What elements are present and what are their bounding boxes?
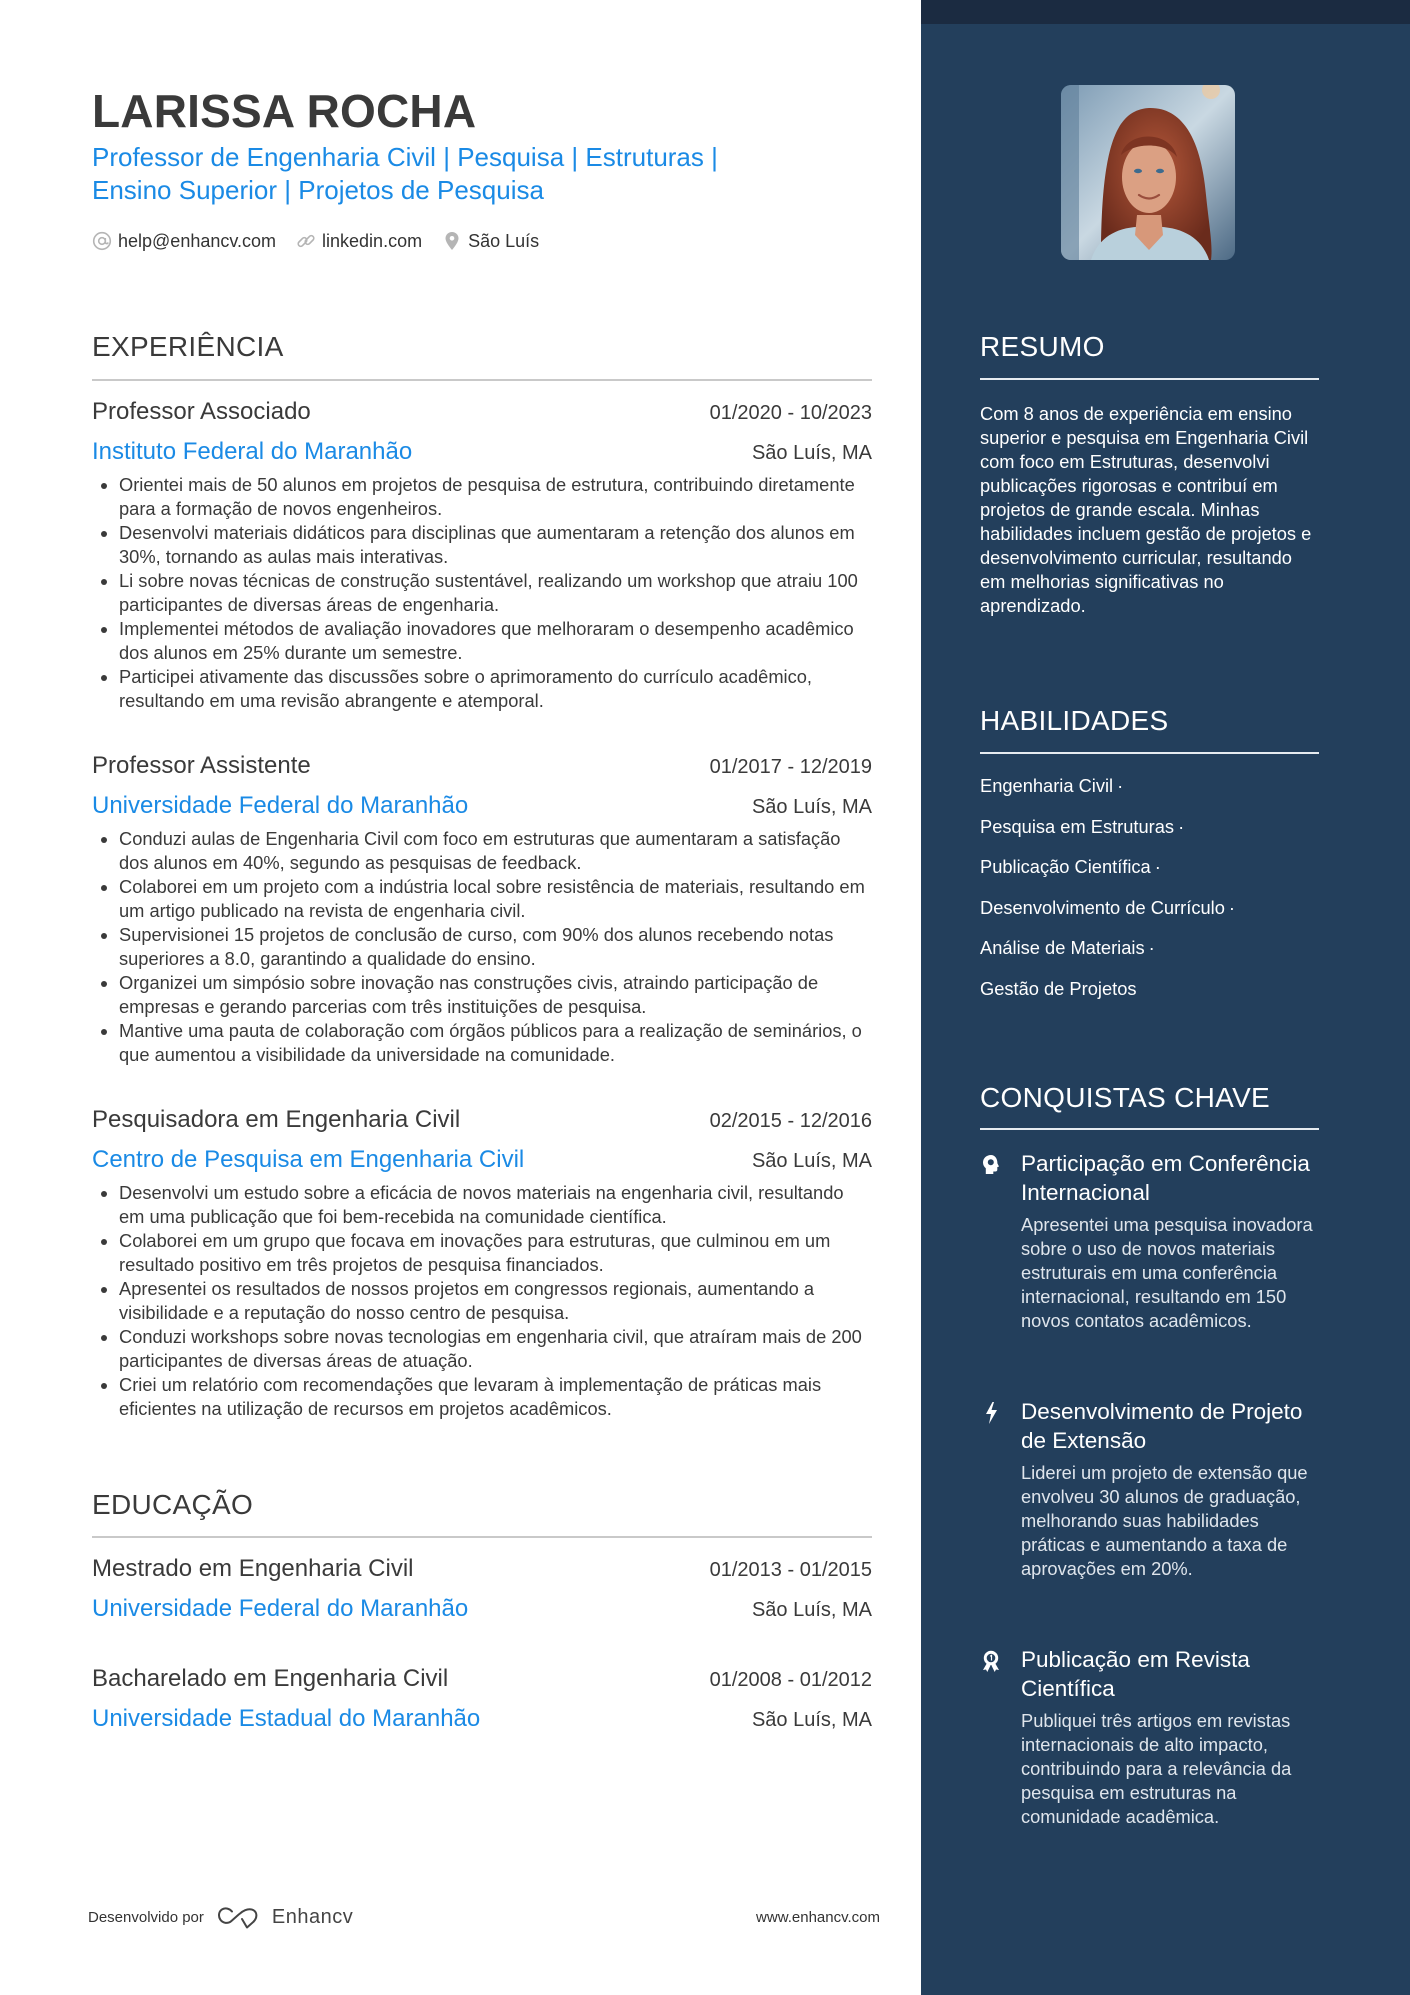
achievement-title: Publicação em Revista Científica bbox=[1021, 1647, 1250, 1701]
enhancv-logo-icon bbox=[216, 1905, 262, 1929]
education-heading: EDUCAÇÃO bbox=[92, 1489, 254, 1520]
job-dates: 02/2015 - 12/2016 bbox=[709, 1110, 872, 1132]
location-text: São Luís bbox=[468, 230, 540, 251]
achievement-description: Liderei um projeto de extensão que envolveu 30 alunos de graduação, melhorando suas habilidades práticas e aumentando a taxa de aprovações em 20%. bbox=[1021, 1462, 1308, 1579]
education-dates: 01/2008 - 01/2012 bbox=[709, 1669, 872, 1691]
skill-item bbox=[980, 936, 1320, 977]
skill-separator: · bbox=[1228, 896, 1235, 918]
bullet-item: Apresentei os resultados de nossos projetos em congressos regionais, aumentando a visibilidade e a reputação do nosso centro de pesquisa. bbox=[92, 1277, 872, 1325]
summary-text: Com 8 anos de experiência em ensino superior e pesquisa em Engenharia Civil com foco em Estruturas, desenvolvi publicações rigorosas e contribuí em projetos de grande escala. Minhas habilidades incluem gestão de projetos e desenvolvimento curricular, resultando em melhorias significativas no aprendizado. bbox=[980, 403, 1312, 616]
headline-part: Projetos de Pesquisa bbox=[298, 175, 544, 205]
job-bullets bbox=[92, 473, 872, 713]
job-bullets bbox=[92, 827, 872, 1067]
achievement-item bbox=[980, 1149, 1320, 1333]
bullet-item: Desenvolvi um estudo sobre a eficácia de novos materiais na engenharia civil, resultando em uma publicação que foi bem-recebida na comunidade científica. bbox=[92, 1181, 872, 1229]
bullet-item: Criei um relatório com recomendações que levaram à implementação de práticas mais eficientes na utilização de recursos em projetos acadêmicos. bbox=[92, 1373, 872, 1421]
achievements-divider bbox=[980, 1128, 1319, 1130]
award-ribbon-icon bbox=[980, 1649, 1002, 1673]
sidebar bbox=[921, 0, 1410, 1995]
degree-title: Bacharelado em Engenharia Civil bbox=[92, 1665, 449, 1692]
bullet-item: Li sobre novas técnicas de construção sustentável, realizando um workshop que atraiu 100 participantes de diversas áreas de engenharia. bbox=[92, 569, 872, 617]
website-link[interactable]: www.enhancv.com bbox=[756, 1908, 880, 1926]
powered-by bbox=[88, 1905, 353, 1929]
degree-title: Mestrado em Engenharia Civil bbox=[92, 1555, 414, 1582]
education-location: São Luís, MA bbox=[751, 1599, 872, 1621]
contact-location bbox=[442, 230, 539, 252]
job-location: São Luís, MA bbox=[751, 1150, 872, 1172]
job-bullets bbox=[92, 1181, 872, 1421]
headline-part: Estruturas bbox=[585, 142, 704, 172]
headline-part: Pesquisa bbox=[457, 142, 565, 172]
achievement-description: Publiquei três artigos em revistas internacionais de alto impacto, contribuindo para a relevância da pesquisa em estruturas na comunidade acadêmica. bbox=[1021, 1710, 1292, 1827]
skill-item bbox=[980, 774, 1320, 815]
brand-name: Enhancv bbox=[271, 1905, 354, 1928]
headline bbox=[92, 141, 852, 207]
bullet-item: Colaborei em um grupo que focava em inovações para estruturas, que culminou em um resultado positivo em três projetos de pesquisa financiados. bbox=[92, 1229, 872, 1277]
company-name[interactable]: Instituto Federal do Maranhão bbox=[92, 438, 413, 465]
education-entry bbox=[92, 1665, 872, 1733]
job-location: São Luís, MA bbox=[751, 796, 872, 818]
skill-label: Análise de Materiais bbox=[980, 937, 1145, 958]
bullet-item: Desenvolvi materiais didáticos para disciplinas que aumentaram a retenção dos alunos em 30%, tornando as aulas mais interativas. bbox=[92, 521, 872, 569]
contact-link[interactable] bbox=[296, 230, 422, 252]
headline-part: Ensino Superior bbox=[92, 175, 277, 205]
headline-separator: | bbox=[571, 142, 579, 172]
company-name[interactable]: Universidade Federal do Maranhão bbox=[92, 792, 469, 819]
headline-separator: | bbox=[443, 142, 450, 172]
bullet-item: Participei ativamente das discussões sobre o aprimoramento do currículo acadêmico, resultando em uma revisão abrangente e atemporal. bbox=[92, 665, 872, 713]
skill-label: Engenharia Civil bbox=[980, 775, 1114, 796]
skill-label: Gestão de Projetos bbox=[980, 977, 1137, 999]
skill-separator: · bbox=[1117, 775, 1124, 796]
contact-row bbox=[92, 230, 559, 252]
headline-separator: | bbox=[284, 175, 291, 205]
headline-part: Professor de Engenharia Civil bbox=[92, 142, 436, 172]
bullet-item: Colaborei em um projeto com a indústria local sobre resistência de materiais, resultando em um artigo publicado na revista de engenharia civil. bbox=[92, 875, 872, 923]
skill-separator: · bbox=[1148, 937, 1155, 958]
bullet-item: Supervisionei 15 projetos de conclusão de curso, com 90% dos alunos recebendo notas superiores a 8.0, garantindo a qualidade do ensino. bbox=[92, 923, 872, 971]
bullet-item: Conduzi aulas de Engenharia Civil com foco em estruturas que aumentaram a satisfação dos alunos em 40%, segundo as pesquisas de feedback. bbox=[92, 827, 872, 875]
skill-label: Pesquisa em Estruturas bbox=[980, 815, 1175, 837]
job-dates: 01/2017 - 12/2019 bbox=[709, 756, 872, 778]
job-title: Professor Associado bbox=[92, 398, 311, 425]
skills-divider bbox=[980, 752, 1319, 754]
sidebar-top-band bbox=[921, 0, 1410, 24]
skill-item bbox=[980, 896, 1320, 937]
job-location: São Luís, MA bbox=[751, 442, 872, 464]
bullet-item: Orientei mais de 50 alunos em projetos de pesquisa de estrutura, contribuindo diretamente para a formação de novos engenheiros. bbox=[92, 473, 872, 521]
at-sign-icon bbox=[92, 230, 112, 252]
job-title: Professor Assistente bbox=[92, 752, 311, 779]
bullet-item: Implementei métodos de avaliação inovadores que melhoraram o desempenho acadêmico dos alunos em 25% durante um semestre. bbox=[92, 617, 872, 665]
map-pin-icon bbox=[442, 230, 462, 252]
education-location: São Luís, MA bbox=[751, 1709, 872, 1731]
achievement-title: Participação em Conferência Internacional bbox=[1021, 1151, 1310, 1205]
summary-divider bbox=[980, 378, 1319, 380]
experience-entry bbox=[92, 1106, 872, 1421]
bullet-item: Mantive uma pauta de colaboração com órgãos públicos para a realização de seminários, o que aumentou a visibilidade da universidade na comunidade. bbox=[92, 1019, 872, 1067]
job-dates: 01/2020 - 10/2023 bbox=[709, 402, 872, 424]
head-icon bbox=[980, 1153, 1002, 1177]
skill-item bbox=[980, 977, 1320, 1018]
powered-by-text: Desenvolvido por bbox=[88, 1908, 204, 1926]
footer bbox=[88, 1905, 880, 1929]
contact-email[interactable] bbox=[92, 230, 276, 252]
achievements-heading: CONQUISTAS CHAVE bbox=[980, 1082, 1271, 1113]
summary-heading: RESUMO bbox=[980, 331, 1105, 362]
bullet-item: Conduzi workshops sobre novas tecnologias em engenharia civil, que atraíram mais de 200 participantes de diversas áreas de atuação. bbox=[92, 1325, 872, 1373]
achievement-item bbox=[980, 1645, 1320, 1829]
achievement-item bbox=[980, 1397, 1320, 1581]
skills-list bbox=[980, 774, 1320, 1017]
education-divider bbox=[92, 1536, 872, 1538]
link-icon bbox=[296, 230, 316, 252]
skills-heading: HABILIDADES bbox=[980, 705, 1169, 736]
skill-separator: · bbox=[1178, 815, 1185, 837]
profile-photo bbox=[1061, 85, 1235, 260]
email-text: help@enhancv.com bbox=[118, 230, 277, 251]
headline-separator: | bbox=[711, 142, 718, 172]
skill-item bbox=[980, 855, 1320, 896]
bullet-item: Organizei um simpósio sobre inovação nas construções civis, atraindo participação de empresas e gerando parcerias com três instituições de pesquisa. bbox=[92, 971, 872, 1019]
experience-entry bbox=[92, 398, 872, 713]
school-name[interactable]: Universidade Estadual do Maranhão bbox=[92, 1705, 481, 1732]
achievement-title: Desenvolvimento de Projeto de Extensão bbox=[1021, 1399, 1303, 1453]
skill-item bbox=[980, 815, 1320, 856]
experience-divider bbox=[92, 379, 872, 381]
lightning-icon bbox=[980, 1401, 1002, 1425]
experience-entry bbox=[92, 752, 872, 1067]
enhancv-logo[interactable] bbox=[216, 1905, 353, 1929]
skill-label: Publicação Científica bbox=[980, 856, 1151, 877]
education-entry bbox=[92, 1555, 872, 1623]
job-title: Pesquisadora em Engenharia Civil bbox=[92, 1106, 461, 1133]
achievement-description: Apresentei uma pesquisa inovadora sobre o uso de novos materiais estruturais em uma conferência internacional, resultando em 150 novos contatos acadêmicos. bbox=[1021, 1214, 1313, 1331]
link-text: linkedin.com bbox=[322, 230, 423, 251]
candidate-name: LARISSA ROCHA bbox=[92, 85, 477, 137]
skill-label: Desenvolvimento de Currículo bbox=[980, 896, 1225, 918]
skill-separator: · bbox=[1154, 856, 1161, 877]
experience-heading: EXPERIÊNCIA bbox=[92, 331, 284, 362]
education-dates: 01/2013 - 01/2015 bbox=[709, 1559, 872, 1581]
school-name[interactable]: Universidade Federal do Maranhão bbox=[92, 1595, 469, 1622]
company-name[interactable]: Centro de Pesquisa em Engenharia Civil bbox=[92, 1146, 525, 1173]
